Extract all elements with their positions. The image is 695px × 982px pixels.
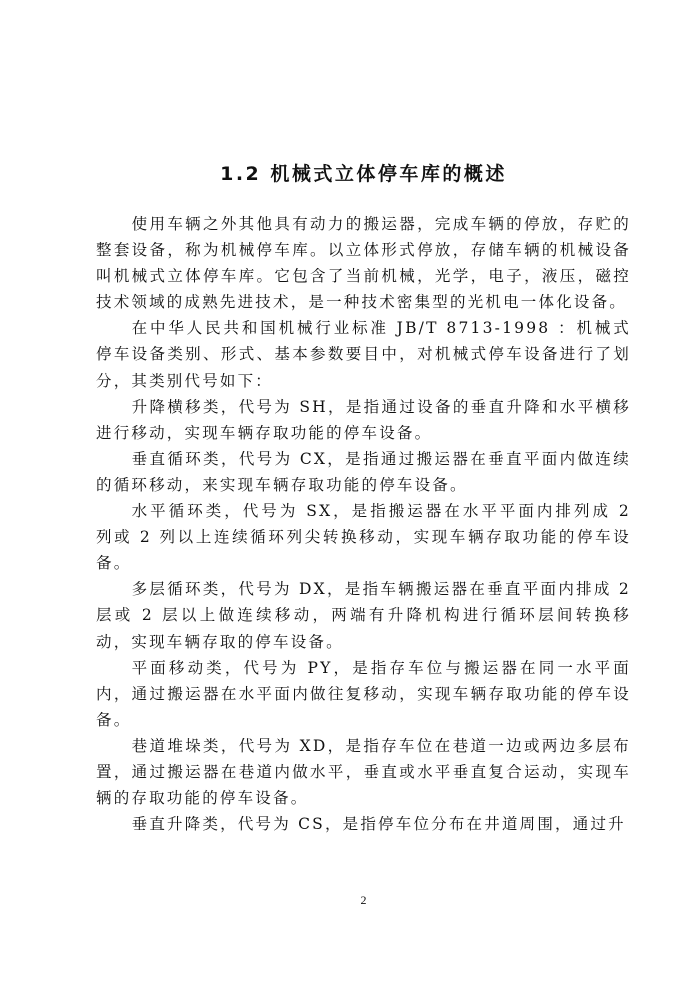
paragraph-dx: 多层循环类，代号为 DX，是指车辆搬运器在垂直平面内排成 2 层或 2 层以上做连续移动，两端有升降机构进行循环层间转换移动，实现车辆存取的停车设备。: [96, 580, 631, 651]
paragraph-sh: 升降横移类，代号为 SH，是指通过设备的垂直升降和水平横移进行移动，实现车辆存取功能的停车设备。: [96, 397, 631, 442]
paragraph-xd: 巷道堆垛类，代号为 XD，是指存车位在巷道一边或两边多层布置，通过搬运器在巷道内做水平，垂直或水平垂直复合运动，实现车辆的存取功能的停车设备。: [96, 736, 631, 808]
document-body: [96, 211, 631, 837]
paragraph-definition: 使用车辆之外其他具有动力的搬运器，完成车辆的停放，存贮的整套设备，称为机械停车库。以立体形式停放，存储车辆的机械设备叫机械式立体停车库。它包含了当前机械，光学，电子，液压，磁控技术领域的成熟先进技术，是一种技术密集型的光机电一体化设备。: [96, 215, 631, 312]
section-heading: 1.2 机械式立体停车库的概述: [220, 163, 507, 185]
paragraph-cx: 垂直循环类，代号为 CX，是指通过搬运器在垂直平面内做连续的循环移动，来实现车辆存取功能的停车设备。: [96, 449, 631, 494]
paragraph-py: 平面移动类，代号为 PY，是指存车位与搬运器在同一水平面内，通过搬运器在水平面内做往复移动，实现车辆存取功能的停车设备。: [96, 658, 631, 729]
paragraph-cs: 垂直升降类，代号为 CS，是指停车位分布在井道周围，通过升: [131, 815, 626, 834]
paragraph-sx: 水平循环类，代号为 SX，是指搬运器在水平平面内排列成 2 列或 2 列以上连续循环列尖转换移动，实现车辆存取功能的停车设备。: [96, 502, 631, 573]
paragraph-standard: 在中华人民共和国机械行业标准 JB/T 8713-1998 ：机械式停车设备类别、形式、基本参数要目中，对机械式停车设备进行了划分，其类别代号如下：: [96, 319, 631, 390]
document-page: [96, 0, 631, 982]
page-number: 2: [360, 893, 367, 907]
